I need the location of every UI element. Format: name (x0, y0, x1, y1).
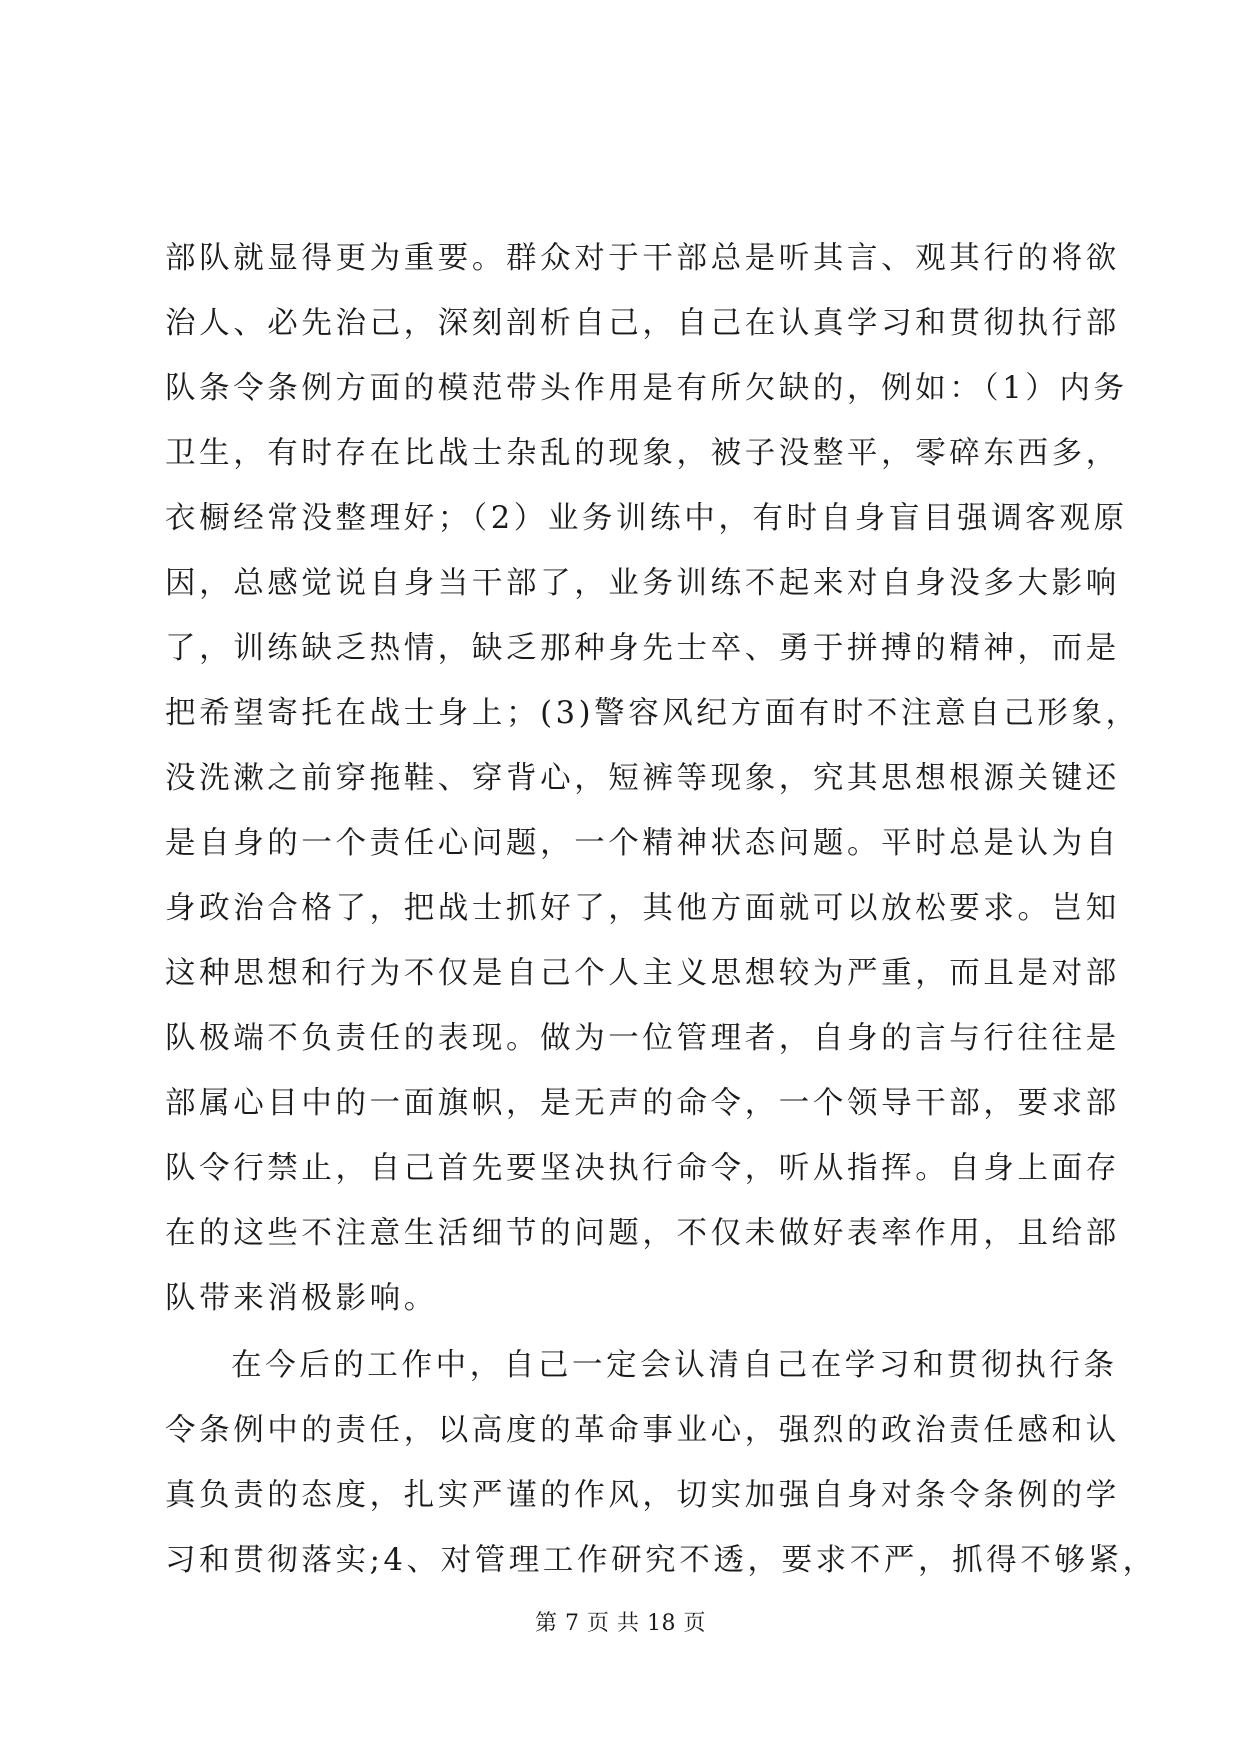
text-line: 习和贯彻落实;4、对管理工作研究不透，要求不严，抓得不够紧， (165, 1543, 1157, 1578)
text-line: 部属心目中的一面旗帜，是无声的命令，一个领导干部，要求部 (165, 1086, 1120, 1121)
text-line: 了，训练缺乏热情，缺乏那种身先士卒、勇于拼搏的精神，而是 (165, 631, 1120, 666)
body-text (165, 226, 1157, 1593)
text-line: 身政治合格了，把战士抓好了，其他方面就可以放松要求。岂知 (165, 891, 1120, 926)
text-line: 卫生，有时存在比战士杂乱的现象，被子没整平，零碎东西多， (165, 436, 1120, 471)
paragraph-1 (165, 226, 1140, 1331)
text-line: 这种思想和行为不仅是自己个人主义思想较为严重，而且是对部 (165, 956, 1120, 991)
text-line: 把希望寄托在战士身上；(3)警容风纪方面有时不注意自己形象， (165, 696, 1140, 731)
text-line: 治人、必先治己，深刻剖析自己，自己在认真学习和贯彻执行部 (165, 306, 1120, 341)
text-line: 队带来消极影响。 (165, 1281, 438, 1316)
text-line: 衣橱经常没整理好；（2）业务训练中，有时自身盲目强调客观原 (165, 501, 1128, 536)
text-line: 没洗漱之前穿拖鞋、穿背心，短裤等现象，究其思想根源关键还 (165, 761, 1120, 796)
text-line: 队令行禁止，自己首先要坚决执行命令，听从指挥。自身上面存 (165, 1151, 1120, 1186)
text-line: 在今后的工作中，自己一定会认清自己在学习和贯彻执行条 (231, 1348, 1118, 1383)
text-line: 真负责的态度，扎实严谨的作风，切实加强自身对条令条例的学 (165, 1478, 1120, 1513)
text-line: 因，总感觉说自身当干部了，业务训练不起来对自身没多大影响 (165, 566, 1120, 601)
paragraph-2 (165, 1333, 1157, 1593)
text-line: 队极端不负责任的表现。做为一位管理者，自身的言与行往往是 (165, 1021, 1120, 1056)
text-line: 是自身的一个责任心问题，一个精神状态问题。平时总是认为自 (165, 826, 1120, 861)
text-line: 队条令条例方面的模范带头作用是有所欠缺的，例如：（1）内务 (165, 371, 1128, 406)
text-line: 在的这些不注意生活细节的问题，不仅未做好表率作用，且给部 (165, 1216, 1120, 1251)
text-line: 部队就显得更为重要。群众对于干部总是听其言、观其行的将欲 (165, 241, 1120, 276)
text-line: 令条例中的责任，以高度的革命事业心，强烈的政治责任感和认 (165, 1413, 1120, 1448)
page-footer: 第 7 页 共 18 页 (535, 1611, 706, 1636)
